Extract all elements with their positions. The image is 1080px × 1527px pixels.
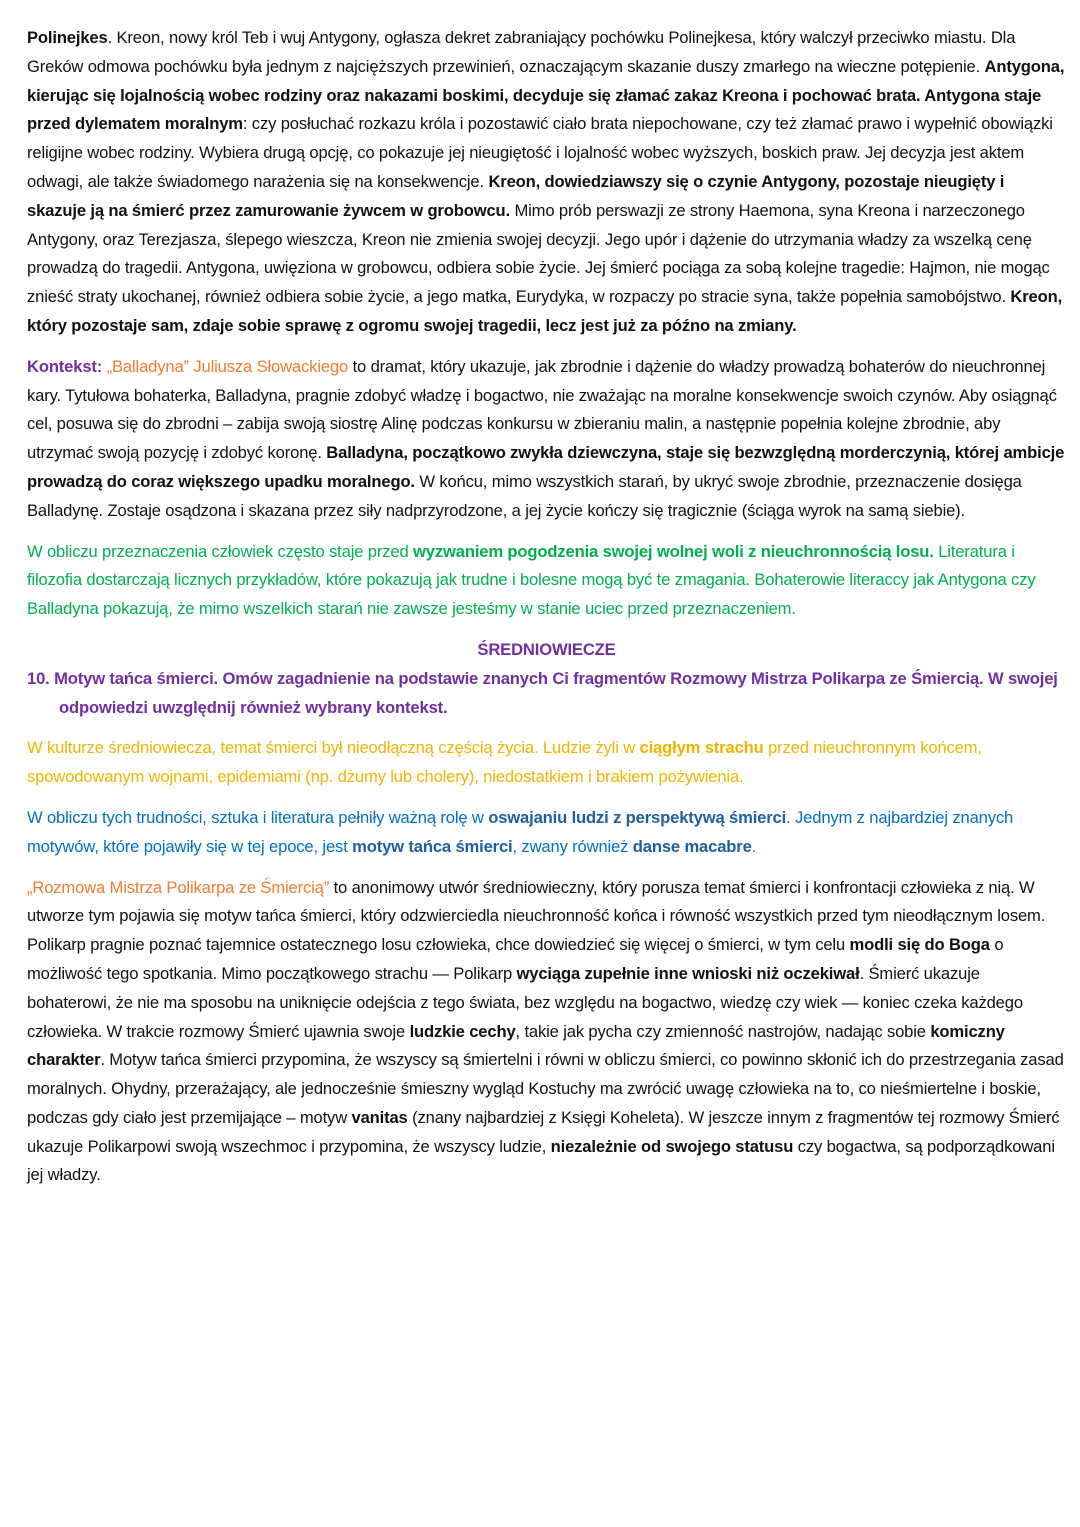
text-run: . Jednym z najbardziej znanych motywów, które pojawiły się w tej epoce, jest xyxy=(27,807,1014,856)
bold-text-run: Balladyna, początkowo zwykła dziewczyna, staje się bezwzględną morderczynią, której ambicje prowadzą do coraz większego upadku moralnego. xyxy=(27,443,1065,491)
paragraph xyxy=(27,874,1066,1191)
text-run: (znany najbardziej z Księgi Koheleta). W jeszcze innym z fragmentów tej rozmowy Śmierć ukazuje Polikarpowi swoją wszechmoc i przypomina, że wszyscy ludzie, xyxy=(27,1107,1060,1156)
text-run: „Rozmowa Mistrza Polikarpa ze Śmiercią” xyxy=(27,877,330,897)
text-run: . Kreon, nowy król Teb i wuj Antygony, ogłasza dekret zabraniający pochówku Polinejkesa, który walczył przeciwko miastu. Dla Greków odmowa pochówku była jednym z najcięższych przewinień, oznaczającym skazanie duszy zmarłego na wieczne potępienie. xyxy=(27,28,1016,76)
bold-text-run: wyciąga zupełnie inne wnioski niż oczekiwał xyxy=(516,963,860,983)
question-heading: 10. Motyw tańca śmierci. Omów zagadnienie na podstawie znanych Ci fragmentów Rozmowy Mistrza Polikarpa ze Śmiercią. W swojej odpowiedzi uwzględnij również wybrany kontekst. xyxy=(27,668,1058,717)
text-run: W obliczu przeznaczenia człowiek często staje przed xyxy=(27,541,414,561)
paragraphs-top xyxy=(27,24,1066,624)
bold-text-run: Kreon, który pozostaje sam, zdaje sobie sprawę z ogromu swojej tragedii, lecz jest już za późno na zmiany. xyxy=(27,287,1063,335)
text-run: W kulturze średniowiecza, temat śmierci był nieodłączną częścią życia. Ludzie żyli w xyxy=(27,738,640,758)
text-run: . Motyw tańca śmierci przypomina, że wszyscy są śmiertelni i równi w obliczu śmierci, co powinno skłonić ich do przestrzegania zasad moralnych. Ohydny, przerażający, ale jednocześnie śmieszny wygląd Kostuchy ma zwrócić uwagę człowieka na to, co nieśmiertelne i boskie, podczas gdy ciało jest przemijające – motyw xyxy=(27,1050,1064,1127)
bold-text-run: vanitas xyxy=(351,1107,408,1127)
text-run: W obliczu tych trudności, sztuka i literatura pełniły ważną rolę w xyxy=(27,807,489,827)
paragraphs-bottom xyxy=(27,734,1066,1190)
text-run: Mimo prób perswazji ze strony Haemona, syna Kreona i narzeczonego Antygony, oraz Terezjasza, ślepego wieszcza, Kreon nie zmienia swojej decyzji. Jego upór i dążenie do utrzymania władzy za wszelką cenę prowadzą do tragedii. Antygona, uwięziona w grobowcu, odbiera sobie życie. Jej śmierć pociąga za sobą kolejne tragedie: Hajmon, nie mogąc znieść straty ukochanej, również odbiera sobie życie, a jego matka, Eurydyka, w rozpaczy po stracie syna, także popełnia samobójstwo. xyxy=(27,200,1050,307)
paragraph xyxy=(27,538,1066,624)
paragraph xyxy=(27,24,1066,341)
section-heading: ŚREDNIOWIECZE xyxy=(477,639,616,659)
bold-text-run: wyzwaniem pogodzenia swojej wolnej woli z nieuchronnością losu. xyxy=(413,541,934,561)
paragraph xyxy=(27,353,1066,526)
bold-text-run: motyw tańca śmierci xyxy=(352,836,513,856)
bold-text-run: komiczny charakter xyxy=(27,1021,1005,1070)
bold-text-run: niezależnie od swojego statusu xyxy=(550,1136,794,1156)
text-run: : czy posłuchać rozkazu króla i pozostawić ciało brata niepochowane, czy też złamać prawo i wypełnić obowiązki religijne wobec rodziny. Wybiera drugą opcję, co pokazuje jej nieugiętość i lojalność wobec wyższych, boskich praw. Jej decyzja jest aktem odwagi, ale także świadomego narażenia się na konsekwencje. xyxy=(27,114,1053,191)
bold-text-run: danse macabre xyxy=(632,836,752,856)
bold-text-run: Kontekst: xyxy=(27,356,107,376)
text-run: „Balladyna” Juliusza Słowackiego xyxy=(106,356,349,376)
text-run: W końcu, mimo wszystkich starań, by ukryć swoje zbrodnie, przeznaczenie dosięga Balladynę. Zostaje osądzona i skazana przez siły nadprzyrodzone, a jej życie kończy się tragicznie (ściąga wyrok na samą siebie). xyxy=(27,471,1022,520)
bold-text-run: modli się do Boga xyxy=(849,935,990,955)
paragraph xyxy=(27,804,1066,862)
text-run: o możliwość tego spotkania. Mimo początkowego strachu — Polikarp xyxy=(27,935,1004,983)
text-run: . Śmierć ukazuje bohaterowi, że nie ma sposobu na uniknięcie odejścia z tego świata, bez względu na bogactwo, wiedzę czy wiek — koniec czeka każdego człowieka. W trakcie rozmowy Śmierć ujawnia swoje xyxy=(27,963,1023,1041)
text-run: , takie jak pycha czy zmienność nastrojów, nadając sobie xyxy=(515,1021,931,1041)
bold-text-run: ciągłym strachu xyxy=(639,738,764,758)
bold-text-run: Polinejkes xyxy=(27,28,108,47)
text-run: to dramat, który ukazuje, jak zbrodnie i dążenie do władzy prowadzą bohaterów do nieuchronnej kary. Tytułowa bohaterka, Balladyna, pragnie zdobyć władzę i bogactwo, nie zważając na moralne konsekwencje swoich czynów. Aby osiągnąć cel, posuwa się do zbrodni – zabija swoją siostrę Alinę podczas konkursu w zbieraniu malin, a następnie popełnia kolejne zbrodnie, aby utrzymać swoją pozycję i zdobyć koronę. xyxy=(27,356,1057,463)
bold-text-run: oswajaniu ludzi z perspektywą śmierci xyxy=(488,807,787,827)
text-run: to anonimowy utwór średniowieczny, który porusza temat śmierci i konfrontacji człowieka z nią. W utworze tym pojawia się motyw tańca śmierci, który odzwierciedla nieuchronność końca i równość wszystkich przed tym nieodłącznym losem. Polikarp pragnie poznać tajemnice ostatecznego losu człowieka, chce dowiedzieć się więcej o śmierci, w tym celu xyxy=(27,877,1046,955)
text-run: czy bogactwa, są podporządkowani jej władzy. xyxy=(27,1136,1055,1185)
bold-text-run: Kreon, dowiedziawszy się o czynie Antygony, pozostaje nieugięty i skazuje ją na śmierć przez zamurowanie żywcem w grobowcu. xyxy=(27,171,1005,220)
text-run: . xyxy=(751,836,757,856)
paragraph xyxy=(27,734,1066,792)
text-run: Literatura i filozofia dostarczają licznych przykładów, które pokazują jak trudne i bolesne mogą być te zmagania. Bohaterowie literaccy jak Antygona czy Balladyna pokazują, że mimo wszelkich starań nie zawsze jesteśmy w stanie uciec przed przeznaczeniem. xyxy=(27,541,1036,619)
bold-text-run: Antygona, kierując się lojalnością wobec rodziny oraz nakazami boskimi, decyduje się złamać zakaz Kreona i pochować brata. Antygona staje przed dylematem moralnym xyxy=(27,56,1065,134)
text-run: , zwany również xyxy=(512,836,633,856)
bold-text-run: ludzkie cechy xyxy=(409,1021,516,1041)
text-run: przed nieuchronnym końcem, spowodowanym wojnami, epidemiami (np. dżumy lub cholery), niedostatkiem i brakiem pożywienia. xyxy=(27,738,982,787)
